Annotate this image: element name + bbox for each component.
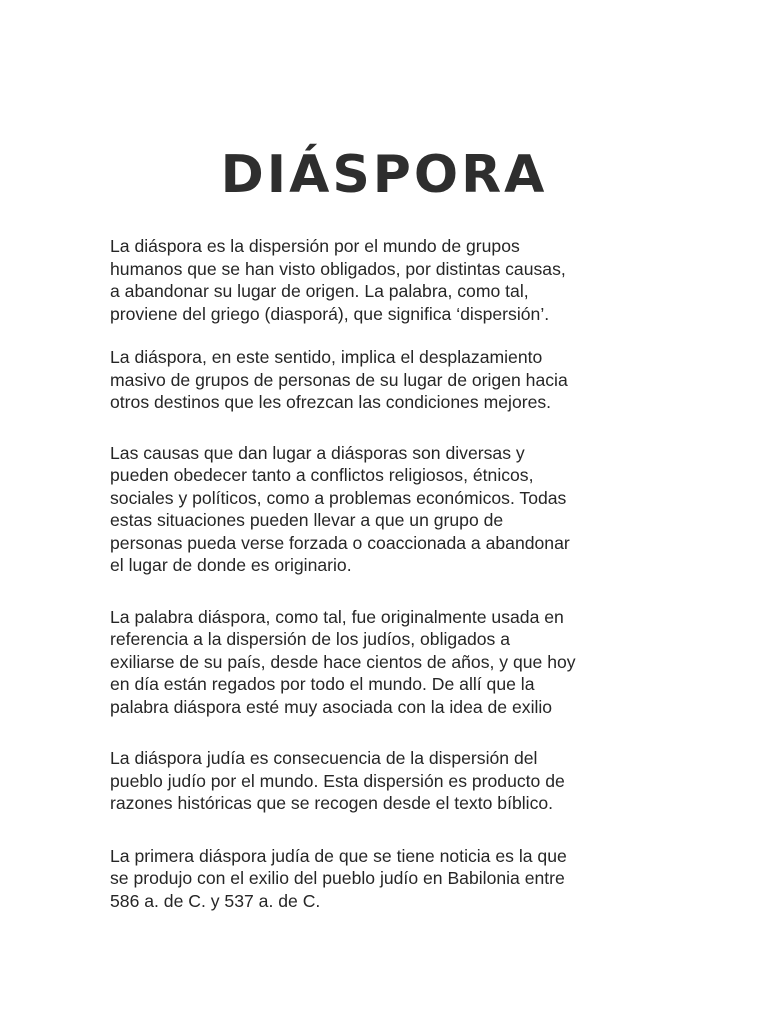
text-line: La diáspora es la dispersión por el mundo de grupos [110,236,520,256]
text-line: personas pueda verse forzada o coaccionada a abandonar [110,532,570,553]
paragraph-jewish-diaspora [110,747,670,815]
text-line: La palabra diáspora, como tal, fue originalmente usada en [110,606,564,627]
text-line: La diáspora, en este sentido, implica el desplazamiento [110,347,543,367]
text-line: estas situaciones pueden llevar a que un grupo de [110,510,504,530]
text-line: masivo de grupos de personas de su lugar de origen hacia [110,369,568,390]
text-line: Las causas que dan lugar a diásporas son diversas y [110,442,525,463]
paragraph-spacer [110,718,670,747]
paragraph-spacer [110,325,670,346]
text-line: La primera diáspora judía de que se tiene noticia es la que [110,845,567,866]
paragraph-definition [110,235,670,325]
text-line: proviene del griego (diasporá), que significa ‘dispersión’. [110,303,550,324]
text-line: razones históricas que se recogen desde el texto bíblico. [110,793,554,813]
paragraph-spacer [110,414,670,442]
text-line: humanos que se han visto obligados, por distintas causas, [110,258,566,279]
text-line: el lugar de donde es originario. [110,555,352,575]
text-line: se produjo con el exilio del pueblo judío en Babilonia entre [110,868,565,888]
document-body [110,235,670,912]
text-line: La diáspora judía es consecuencia de la dispersión del [110,748,538,768]
text-line: otros destinos que les ofrezcan las condiciones mejores. [110,392,552,412]
text-line: pueden obedecer tanto a conflictos religiosos, étnicos, [110,465,534,485]
text-line: referencia a la dispersión de los judíos, obligados a [110,629,511,649]
paragraph-first-diaspora [110,845,670,913]
paragraph-meaning [110,346,670,414]
text-line: 586 a. de C. y 537 a. de C. [110,890,321,911]
document-title: DIÁSPORA [220,145,548,205]
text-line: palabra diáspora esté muy asociada con la idea de exilio [110,696,553,717]
text-line: en día están regados por todo el mundo. De allí que la [110,674,535,694]
paragraph-spacer [110,577,670,606]
text-line: sociales y políticos, como a problemas económicos. Todas [110,487,567,508]
paragraph-causes [110,442,670,577]
text-line: pueblo judío por el mundo. Esta dispersión es producto de [110,770,565,791]
text-line: exiliarse de su país, desde hace cientos de años, y que hoy [110,651,576,672]
paragraph-spacer [110,815,670,845]
text-line: a abandonar su lugar de origen. La palabra, como tal, [110,281,529,301]
paragraph-origin [110,606,670,719]
